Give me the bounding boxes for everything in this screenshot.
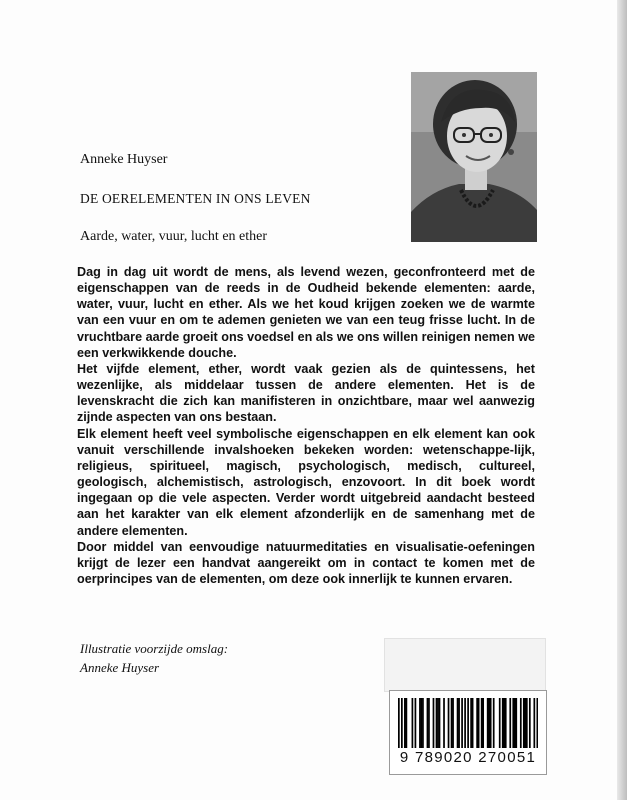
- barcode-bar: [526, 698, 528, 748]
- barcode-bar: [439, 698, 441, 748]
- barcode-bar: [458, 698, 460, 748]
- blurb-paragraph: Elk element heeft veel symbolische eigenschappen en elk element kan ook vanuit verschillende invalshoeken bekeken worden: wetenschappe-lijk, religieus, spiritueel, magisch, psychologisch, medisch, cultureel, geologisch, alchemistisch, astrologisch, enzovoort. In dit boek wordt ingegaan op die vele aspecten. Verder wordt uitgebreid aandacht besteed aan het karakter van elk element afzonderlijk en de samenhang met de andere elementen.: [77, 426, 535, 538]
- barcode-bar: [398, 698, 400, 748]
- barcode-bar: [406, 698, 408, 748]
- barcode-bar: [451, 698, 453, 748]
- barcode-bar: [470, 698, 472, 748]
- blurb-paragraph: Dag in dag uit wordt de mens, als levend wezen, geconfronteerd met de eigenschappen van de reeds in de Oudheid bekende elementen: aarde, water, vuur, lucht en ether. Als we het koud krijgen zoeken we de warmte van een vuur en om te ademen genieten we van een teug frisse lucht. In de vruchtbare aarde groeit ons voedsel en als we ons willen reinigen nemen we een verkwikkende douche.: [77, 265, 535, 360]
- barcode-bar: [437, 698, 439, 748]
- barcode-image: [398, 698, 538, 750]
- book-subtitle: Aarde, water, vuur, lucht en ether: [80, 229, 268, 244]
- barcode-bar: [452, 698, 454, 748]
- barcode-bar: [503, 698, 505, 748]
- barcode-bar: [533, 698, 535, 748]
- isbn-number: 9 789020 270051: [399, 749, 537, 766]
- author-photo: [411, 72, 537, 242]
- barcode-bar: [490, 698, 492, 748]
- barcode-bar: [488, 698, 490, 748]
- barcode-bar: [461, 698, 463, 748]
- barcode-bar: [523, 698, 525, 748]
- author-portrait-image: [411, 72, 537, 242]
- barcode-bar: [487, 698, 489, 748]
- blurb-text: [77, 264, 535, 587]
- price-sticker-residue: [384, 638, 546, 692]
- barcode-bar: [404, 698, 406, 748]
- barcode-bar: [476, 698, 478, 748]
- barcode-bar: [514, 698, 516, 748]
- barcode-bar: [524, 698, 526, 748]
- barcode-bar: [502, 698, 504, 748]
- barcode-bar: [536, 698, 538, 748]
- barcode-bar: [419, 698, 421, 748]
- barcode-bar: [421, 698, 423, 748]
- barcode-bar: [457, 698, 459, 748]
- barcode-bar: [436, 698, 438, 748]
- barcode-bar: [415, 698, 417, 748]
- barcode-bar: [512, 698, 514, 748]
- barcode-bar: [515, 698, 517, 748]
- barcode-bar: [493, 698, 495, 748]
- barcode-bar: [428, 698, 430, 748]
- barcode-label: [389, 690, 547, 775]
- blurb-paragraph: Het vijfde element, ether, wordt vaak gezien als de quintessens, het wezenlijke, als middelaar tussen de andere elementen. Het is de levenskracht die zich kan manifisteren in onzichtbare, maar wel aanwezig zijnde aspecten van ons bestaan.: [77, 361, 535, 425]
- barcode-bar: [433, 698, 435, 748]
- barcode-bar: [448, 698, 450, 748]
- author-name: Anneke Huyser: [80, 152, 168, 167]
- barcode-bar: [464, 698, 466, 748]
- barcode-bar: [509, 698, 511, 748]
- book-title: DE OERELEMENTEN IN ONS LEVEN: [80, 191, 311, 206]
- barcode-bar: [427, 698, 429, 748]
- barcode-bar: [478, 698, 480, 748]
- book-spine-edge: [617, 0, 627, 800]
- barcode-bar: [412, 698, 414, 748]
- barcode-bar: [499, 698, 501, 748]
- barcode-bar: [443, 698, 445, 748]
- barcode-bar: [481, 698, 483, 748]
- barcode-bar: [472, 698, 474, 748]
- barcode-bar: [401, 698, 403, 748]
- blurb-paragraph: Door middel van eenvoudige natuurmeditaties en visualisatie-oefeningen krijgt de lezer een handvat aangereikt om in contact te komen met de oerprincipes van de elementen, om deze ook innerlijk te kunnen ervaren.: [77, 539, 535, 586]
- credit-label: Illustratie voorzijde omslag:: [80, 641, 229, 656]
- barcode-bar: [422, 698, 424, 748]
- barcode-bar: [505, 698, 507, 748]
- barcode-bar: [482, 698, 484, 748]
- credit-name: Anneke Huyser: [80, 660, 160, 675]
- barcode-bar: [529, 698, 531, 748]
- cover-illustration-credit: [80, 639, 228, 677]
- barcode-bar: [520, 698, 522, 748]
- barcode-bar: [467, 698, 469, 748]
